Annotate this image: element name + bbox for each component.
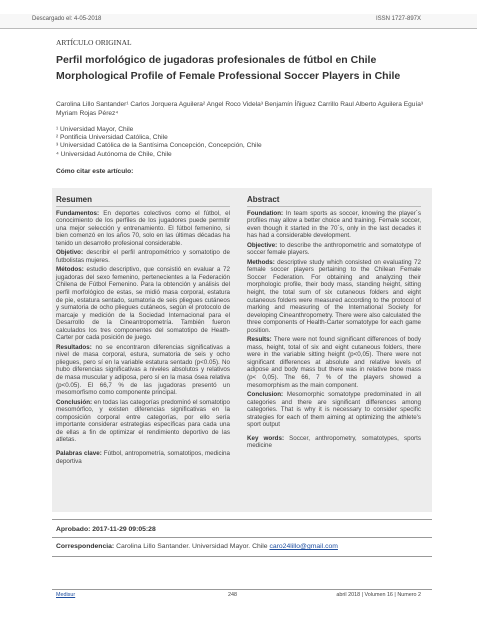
foundation-text: In team sports as soccer, knowing the player´s profiles may allow a better choice and training. Female soccer, even though it started in the 70´s, only in the last decades it has had a considerable development.: [247, 209, 422, 240]
objective-text: to describe the anthropometric and somatotype of soccer female players.: [247, 241, 421, 257]
resumen-resultados: [56, 344, 230, 397]
affiliation-item: ³ Universidad Católica de la Santísima Concepción, Concepción, Chile: [56, 142, 262, 150]
abstract-objective: [247, 242, 421, 257]
resultados-text: no se encontraron diferencias significativas a nivel de masa corporal, estura, sumatoria de seis y ocho pliegues, pero sí en la variable estatura sentado (p<0.05). No hubo diferencias significativas a niveles absolutos y relativos de masa muscular y adiposa, pero sí en la masa ósea relativa (p<0.05). El 66,7 % de las jugadoras presentó un mesomorfismo como componente principal.: [56, 343, 230, 397]
keywords-label: Key words:: [247, 434, 285, 442]
conclusion-label: Conclusión:: [56, 398, 93, 406]
fundamentos-label: Fundamentos:: [56, 209, 100, 217]
abstract-heading: Abstract: [247, 196, 421, 207]
issn-label: ISSN 1727-897X: [375, 16, 421, 22]
objetivo-label: Objetivo:: [56, 249, 84, 257]
fundamentos-text: En deportes colectivos como el fútbol, el conocimiento de los perfiles de los jugadores puede permitir una mejor selección y entrenamiento. El fútbol femenino, si bien comenzó en los años 70, solo en las últimas décadas ha tenido un desarrollo profesional considerable.: [56, 209, 230, 247]
objective-label: Objective:: [247, 241, 278, 249]
abstract-methods: [247, 259, 421, 334]
methods-label: Methods:: [247, 258, 275, 266]
correspondence-text: Carolina Lillo Santander. Universidad Mayor. Chile: [116, 543, 268, 550]
correspondence: [56, 543, 338, 550]
affiliation-item: ⁴ Universidad Autónoma de Chile, Chile: [56, 150, 172, 158]
affiliations: [56, 126, 436, 159]
abstract-foundation: [247, 210, 421, 240]
page-number: 248: [228, 592, 237, 598]
divider: [52, 537, 432, 538]
journal-link[interactable]: Medisur: [56, 592, 76, 598]
conclusion-label-en: Conclusion:: [247, 391, 284, 399]
resumen-fundamentos: [56, 210, 230, 248]
section-label: ARTÍCULO ORIGINAL: [56, 38, 132, 47]
objetivo-text: describir el perfil antropométrico y somatotipo de futbolistas mujeres.: [56, 249, 230, 264]
conclusion-text-en: Mesomorphic somatotype predominated in all categories and there are significant differences among categories. That is why it is necessary to consider specific strategies for each of them aiming at optimizing the athlete's sport output: [247, 391, 421, 429]
issue-info: abril 2018 | Volumen 16 | Numero 2: [336, 592, 421, 598]
abstract-conclusion: [247, 391, 421, 429]
title-english: Morphological Profile of Female Professional Soccer Players in Chile: [56, 70, 401, 82]
metodos-text: estudio descriptivo, que consistió en evaluar a 72 jugadoras del sexo femenino, pertenecientes a la Federación Chilena de Fútbol Femenino. Para la obtención y análisis del perfil morfológico de estas, se midió masa corporal, estatura de pie, estatura sentado, sumatoria de seis pliegues cutáneos y sumatoria de ocho pliegues cutáneos, según el protocolo de marcaje y medición de la Sociedad Internacional para el Desarrollo de la Cineantropometría. También fueron calculados los tres componentes del somatotipo de Heath-Carter por cada posición de juego.: [56, 266, 230, 342]
cite-label: Cómo citar este artículo:: [56, 168, 134, 175]
correspondence-email-link[interactable]: caro24lillo@gmail.com: [269, 543, 338, 550]
correspondence-label: Correspondencia:: [56, 543, 115, 550]
download-date: Descargado el: 4-05-2018: [32, 16, 102, 22]
resumen-objetivo: [56, 249, 230, 264]
results-text: There were not found significant differences of body mass, height, total of six and eight cutaneous folders, there were in the variable sitting height (p<0,05). There were not significant differences at absolute and relative levels of adipose and body mass but there was in relative bone mass (p< 0,05). The 66, 7 % of the players showed a mesomorphism as the main component.: [247, 336, 422, 389]
resumen-conclusion: [56, 399, 230, 444]
divider: [52, 519, 432, 520]
metodos-label: Métodos:: [56, 266, 84, 274]
author-list: Carolina Lillo Santander¹ Carlos Jorquera Aguilera² Angel Roco Videla³ Benjamín Íñiguez Carrillo Raul Alberto Aguilera Eguía³ Myriam Rojas Pérez⁴: [56, 101, 424, 117]
approved-date: Aprobado: 2017-11-29 09:05:28: [56, 526, 156, 533]
title-spanish: Perfil morfológico de jugadoras profesionales de fútbol en Chile: [56, 54, 377, 66]
results-label: Results:: [247, 336, 272, 344]
palabras-clave-text: Fútbol, antropometría, somatotipos, medicina deportiva: [56, 449, 230, 465]
resumen-column: [56, 196, 230, 467]
conclusion-text: en todas las categorías predominó el somatotipo mesomórfico, y existen diferencias significativas en la composición corporal entre categorías, por ello sería importante considerar estrategias específicas para cada una de ellas a fin de optimizar el rendimiento deportivo de las atletas.: [56, 398, 230, 444]
affiliation-item: ¹ Universidad Mayor, Chile: [56, 126, 134, 133]
resumen-keywords: [56, 450, 230, 465]
methods-text: descriptive study which consisted on evaluating 72 female soccer players pertaining to the Chilean Female Soccer Federation. For obtaining and analyzing their morphologic profile, their body mass, standing height, sitting height, the total sum of six cutaneous folders and eight cutaneous folders were measured according to the protocol of marking and measuring of the International Society for developing Cineanthropometry. There were also calculated the three components of Health-Carter somatotype for each game position.: [247, 258, 421, 334]
palabras-clave-label: Palabras clave:: [56, 449, 102, 457]
resumen-heading: Resumen: [56, 196, 230, 207]
abstract-column: [247, 196, 421, 452]
abstract-results: [247, 336, 421, 389]
keywords-text: Soccer, anthropometry, somatotypes, sports medicine: [247, 434, 421, 450]
foundation-label: Foundation:: [247, 209, 284, 217]
abstract-keywords: [247, 435, 421, 450]
footer-divider: [52, 589, 432, 590]
affiliation-item: ² Pontificia Universidad Católica, Chile: [56, 134, 168, 142]
divider: [52, 556, 432, 557]
resultados-label: Resultados:: [56, 343, 92, 351]
resumen-metodos: [56, 266, 230, 341]
